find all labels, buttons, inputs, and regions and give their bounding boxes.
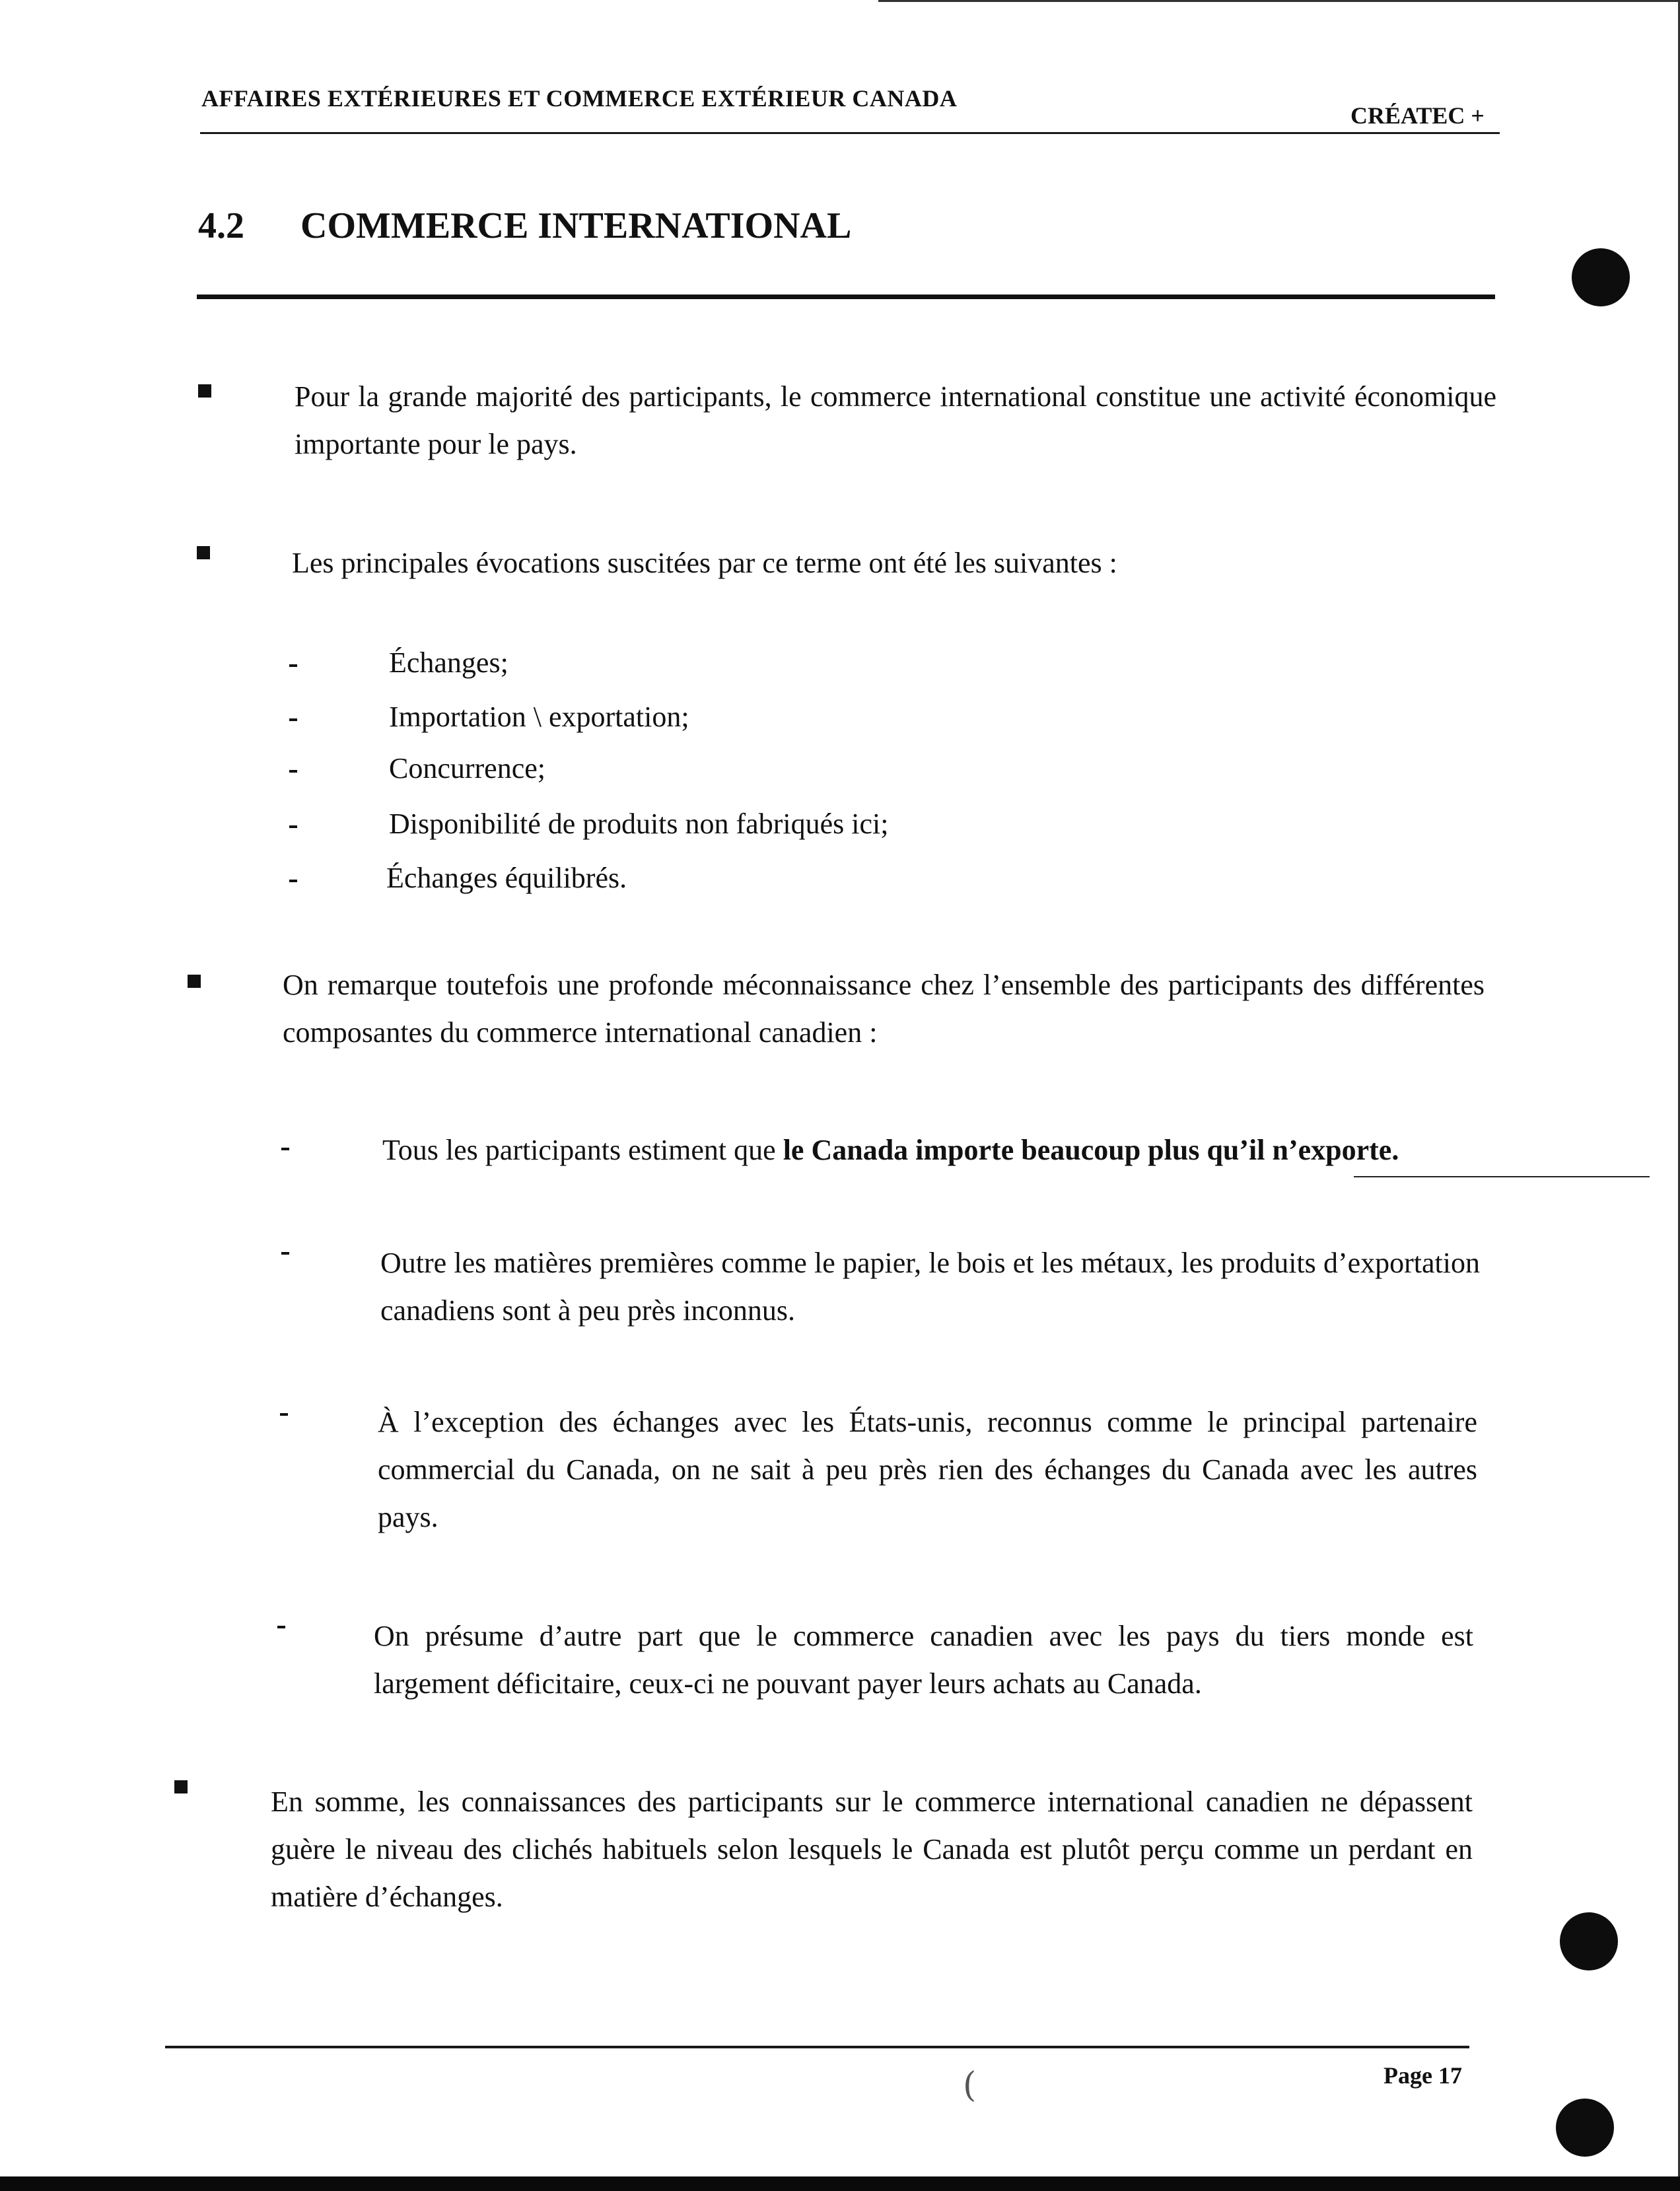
header-rule <box>200 132 1500 134</box>
paragraph-1: Pour la grande majorité des participants, le commerce international constitue une activité économique importante pour le pays. <box>295 380 1496 460</box>
running-header-left: AFFAIRES EXTÉRIEURES ET COMMERCE EXTÉRIEUR CANADA <box>201 85 958 112</box>
list-item-text: Tous les participants estiment que <box>382 1134 783 1166</box>
list-item <box>382 1127 1399 1174</box>
list-item: Concurrence; <box>389 752 545 784</box>
scan-border-top <box>878 0 1680 2</box>
list-item: Disponibilité de produits non fabriqués ici; <box>389 808 889 840</box>
emphasis-text: le Canada importe beaucoup plus qu’il n’exporte. <box>783 1134 1399 1166</box>
bullet-marker <box>197 546 210 559</box>
paragraph-3: On remarque toutefois une profonde méconnaissance chez l’ensemble des participants des différentes composantes du commerce international canadien : <box>283 969 1485 1049</box>
section-title: COMMERCE INTERNATIONAL <box>300 205 852 246</box>
dash-marker <box>289 770 297 773</box>
dash-marker <box>289 718 297 721</box>
bullet-marker <box>188 975 201 988</box>
scan-mark: ( <box>963 2066 977 2105</box>
list-item: À l’exception des échanges avec les États-unis, reconnus comme le principal partenaire commercial du Canada, on ne sait à peu près rien des échanges du Canada avec les autres pays. <box>378 1406 1477 1533</box>
section-number: 4.2 <box>198 205 244 246</box>
dash-marker <box>277 1626 285 1628</box>
binder-hole <box>1556 2099 1614 2157</box>
list-item: Échanges équilibrés. <box>386 862 627 894</box>
paragraph-4: En somme, les connaissances des participants sur le commerce international canadien ne dépassent guère le niveau des clichés habituels selon lesquels le Canada est plutôt perçu comme un perdant en matière d’échanges. <box>271 1786 1473 1913</box>
footer-rule <box>165 2046 1469 2048</box>
binder-hole <box>1572 248 1630 306</box>
list-item: Outre les matières premières comme le papier, le bois et les métaux, les produits d’exportation canadiens sont à peu près inconnus. <box>380 1247 1480 1327</box>
dash-marker <box>289 664 297 667</box>
dash-marker <box>281 1252 289 1255</box>
list-item: Importation \ exportation; <box>389 701 689 733</box>
page-number: Page 17 <box>1383 2062 1462 2089</box>
bullet-marker <box>198 384 211 398</box>
dash-marker <box>281 1148 289 1150</box>
binder-hole <box>1560 1912 1618 1970</box>
paragraph-2: Les principales évocations suscitées par ce terme ont été les suivantes : <box>292 547 1117 579</box>
bullet-marker <box>174 1780 188 1793</box>
inline-underline-rule <box>1354 1176 1650 1177</box>
dash-marker <box>280 1413 288 1416</box>
scan-border-bottom <box>0 2176 1680 2191</box>
section-rule <box>197 295 1495 299</box>
dash-marker <box>289 880 297 882</box>
running-header-right: CRÉATEC + <box>1350 102 1485 129</box>
dash-marker <box>289 825 297 828</box>
list-item: On présume d’autre part que le commerce canadien avec les pays du tiers monde est largement déficitaire, ceux-ci ne pouvant payer leurs achats au Canada. <box>374 1620 1473 1700</box>
list-item: Échanges; <box>389 646 508 679</box>
